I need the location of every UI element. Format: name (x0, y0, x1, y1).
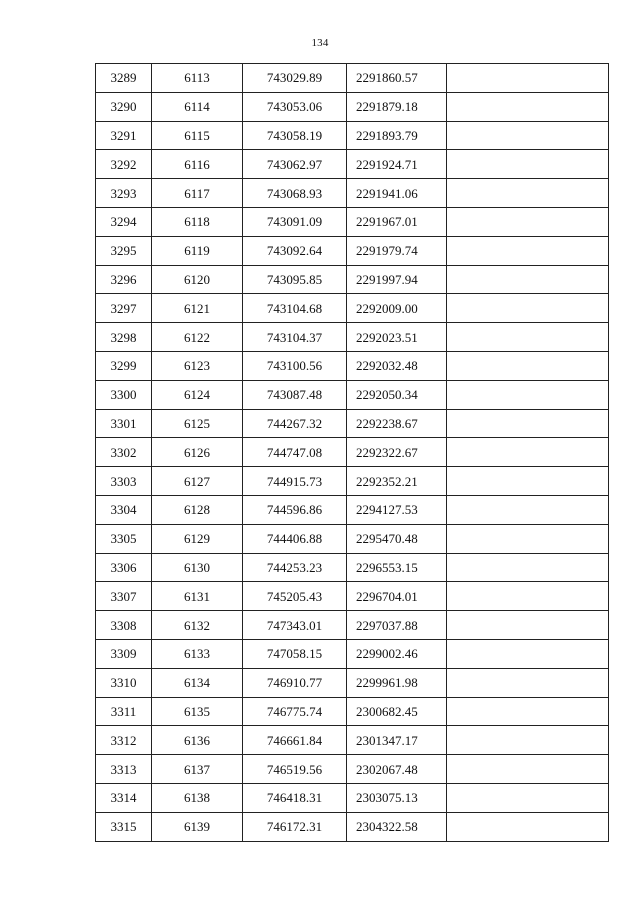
table-row (96, 697, 609, 726)
x-coordinate-cell: 747343.01 (243, 611, 347, 640)
y-coordinate-cell: 2299961.98 (347, 668, 447, 697)
x-coordinate-cell: 745205.43 (243, 582, 347, 611)
note-cell (447, 150, 609, 179)
table-row (96, 495, 609, 524)
y-coordinate-cell: 2291967.01 (347, 207, 447, 236)
x-coordinate-cell: 743100.56 (243, 351, 347, 380)
y-coordinate-cell: 2292023.51 (347, 323, 447, 352)
table-row (96, 150, 609, 179)
y-coordinate-cell: 2301347.17 (347, 726, 447, 755)
row-index-cell: 3310 (96, 668, 152, 697)
x-coordinate-cell: 744253.23 (243, 553, 347, 582)
x-coordinate-cell: 744747.08 (243, 438, 347, 467)
point-number-cell: 6123 (152, 351, 243, 380)
note-cell (447, 92, 609, 121)
point-number-cell: 6114 (152, 92, 243, 121)
table-row (96, 294, 609, 323)
point-number-cell: 6119 (152, 236, 243, 265)
point-number-cell: 6128 (152, 495, 243, 524)
note-cell (447, 207, 609, 236)
table-row (96, 524, 609, 553)
point-number-cell: 6134 (152, 668, 243, 697)
point-number-cell: 6124 (152, 380, 243, 409)
table-row (96, 553, 609, 582)
y-coordinate-cell: 2292352.21 (347, 467, 447, 496)
note-cell (447, 179, 609, 208)
row-index-cell: 3314 (96, 783, 152, 812)
page-number: 134 (311, 37, 329, 49)
point-number-cell: 6115 (152, 121, 243, 150)
note-cell (447, 668, 609, 697)
table-row (96, 582, 609, 611)
x-coordinate-cell: 747058.15 (243, 639, 347, 668)
note-cell (447, 726, 609, 755)
row-index-cell: 3311 (96, 697, 152, 726)
note-cell (447, 697, 609, 726)
y-coordinate-cell: 2294127.53 (347, 495, 447, 524)
y-coordinate-cell: 2292322.67 (347, 438, 447, 467)
x-coordinate-cell: 743104.37 (243, 323, 347, 352)
row-index-cell: 3301 (96, 409, 152, 438)
point-number-cell: 6138 (152, 783, 243, 812)
row-index-cell: 3292 (96, 150, 152, 179)
table-row (96, 351, 609, 380)
note-cell (447, 783, 609, 812)
row-index-cell: 3315 (96, 812, 152, 841)
note-cell (447, 265, 609, 294)
table-row (96, 179, 609, 208)
table-row (96, 323, 609, 352)
x-coordinate-cell: 746775.74 (243, 697, 347, 726)
note-cell (447, 294, 609, 323)
row-index-cell: 3313 (96, 755, 152, 784)
row-index-cell: 3298 (96, 323, 152, 352)
x-coordinate-cell: 743095.85 (243, 265, 347, 294)
y-coordinate-cell: 2292238.67 (347, 409, 447, 438)
x-coordinate-cell: 743053.06 (243, 92, 347, 121)
row-index-cell: 3295 (96, 236, 152, 265)
y-coordinate-cell: 2295470.48 (347, 524, 447, 553)
point-number-cell: 6125 (152, 409, 243, 438)
y-coordinate-cell: 2291979.74 (347, 236, 447, 265)
y-coordinate-cell: 2291924.71 (347, 150, 447, 179)
x-coordinate-cell: 744267.32 (243, 409, 347, 438)
point-number-cell: 6132 (152, 611, 243, 640)
point-number-cell: 6113 (152, 64, 243, 93)
y-coordinate-cell: 2302067.48 (347, 755, 447, 784)
point-number-cell: 6127 (152, 467, 243, 496)
point-number-cell: 6133 (152, 639, 243, 668)
y-coordinate-cell: 2292009.00 (347, 294, 447, 323)
table-row (96, 668, 609, 697)
note-cell (447, 351, 609, 380)
point-number-cell: 6120 (152, 265, 243, 294)
x-coordinate-cell: 743104.68 (243, 294, 347, 323)
note-cell (447, 611, 609, 640)
table-row (96, 121, 609, 150)
point-number-cell: 6136 (152, 726, 243, 755)
note-cell (447, 236, 609, 265)
table-row (96, 783, 609, 812)
note-cell (447, 121, 609, 150)
table-row (96, 236, 609, 265)
table-row (96, 438, 609, 467)
x-coordinate-cell: 744596.86 (243, 495, 347, 524)
row-index-cell: 3293 (96, 179, 152, 208)
x-coordinate-cell: 743062.97 (243, 150, 347, 179)
row-index-cell: 3302 (96, 438, 152, 467)
note-cell (447, 553, 609, 582)
y-coordinate-cell: 2292032.48 (347, 351, 447, 380)
row-index-cell: 3290 (96, 92, 152, 121)
x-coordinate-cell: 746661.84 (243, 726, 347, 755)
note-cell (447, 755, 609, 784)
y-coordinate-cell: 2291879.18 (347, 92, 447, 121)
x-coordinate-cell: 746418.31 (243, 783, 347, 812)
x-coordinate-cell: 746910.77 (243, 668, 347, 697)
table-row (96, 409, 609, 438)
x-coordinate-cell: 744915.73 (243, 467, 347, 496)
row-index-cell: 3312 (96, 726, 152, 755)
row-index-cell: 3289 (96, 64, 152, 93)
coordinate-table (95, 63, 609, 842)
y-coordinate-cell: 2291860.57 (347, 64, 447, 93)
note-cell (447, 639, 609, 668)
table-row (96, 611, 609, 640)
note-cell (447, 812, 609, 841)
row-index-cell: 3291 (96, 121, 152, 150)
table-row (96, 92, 609, 121)
point-number-cell: 6126 (152, 438, 243, 467)
point-number-cell: 6129 (152, 524, 243, 553)
row-index-cell: 3300 (96, 380, 152, 409)
row-index-cell: 3294 (96, 207, 152, 236)
x-coordinate-cell: 743092.64 (243, 236, 347, 265)
y-coordinate-cell: 2299002.46 (347, 639, 447, 668)
note-cell (447, 582, 609, 611)
point-number-cell: 6135 (152, 697, 243, 726)
table-row (96, 64, 609, 93)
note-cell (447, 524, 609, 553)
row-index-cell: 3296 (96, 265, 152, 294)
point-number-cell: 6117 (152, 179, 243, 208)
note-cell (447, 467, 609, 496)
x-coordinate-cell: 743091.09 (243, 207, 347, 236)
note-cell (447, 323, 609, 352)
note-cell (447, 409, 609, 438)
row-index-cell: 3297 (96, 294, 152, 323)
x-coordinate-cell: 743068.93 (243, 179, 347, 208)
row-index-cell: 3306 (96, 553, 152, 582)
table-row (96, 467, 609, 496)
point-number-cell: 6118 (152, 207, 243, 236)
y-coordinate-cell: 2303075.13 (347, 783, 447, 812)
x-coordinate-cell: 743058.19 (243, 121, 347, 150)
y-coordinate-cell: 2291941.06 (347, 179, 447, 208)
x-coordinate-cell: 743029.89 (243, 64, 347, 93)
y-coordinate-cell: 2296704.01 (347, 582, 447, 611)
y-coordinate-cell: 2296553.15 (347, 553, 447, 582)
table-row (96, 639, 609, 668)
y-coordinate-cell: 2292050.34 (347, 380, 447, 409)
table-row (96, 207, 609, 236)
point-number-cell: 6139 (152, 812, 243, 841)
point-number-cell: 6131 (152, 582, 243, 611)
y-coordinate-cell: 2300682.45 (347, 697, 447, 726)
table-row (96, 380, 609, 409)
point-number-cell: 6122 (152, 323, 243, 352)
coordinate-table-body (96, 64, 609, 842)
note-cell (447, 438, 609, 467)
row-index-cell: 3308 (96, 611, 152, 640)
note-cell (447, 64, 609, 93)
row-index-cell: 3304 (96, 495, 152, 524)
y-coordinate-cell: 2297037.88 (347, 611, 447, 640)
point-number-cell: 6116 (152, 150, 243, 179)
row-index-cell: 3303 (96, 467, 152, 496)
y-coordinate-cell: 2291893.79 (347, 121, 447, 150)
y-coordinate-cell: 2291997.94 (347, 265, 447, 294)
x-coordinate-cell: 746172.31 (243, 812, 347, 841)
point-number-cell: 6130 (152, 553, 243, 582)
y-coordinate-cell: 2304322.58 (347, 812, 447, 841)
point-number-cell: 6137 (152, 755, 243, 784)
note-cell (447, 380, 609, 409)
x-coordinate-cell: 743087.48 (243, 380, 347, 409)
note-cell (447, 495, 609, 524)
row-index-cell: 3307 (96, 582, 152, 611)
table-row (96, 726, 609, 755)
row-index-cell: 3305 (96, 524, 152, 553)
table-row (96, 755, 609, 784)
row-index-cell: 3309 (96, 639, 152, 668)
x-coordinate-cell: 746519.56 (243, 755, 347, 784)
point-number-cell: 6121 (152, 294, 243, 323)
table-row (96, 812, 609, 841)
row-index-cell: 3299 (96, 351, 152, 380)
x-coordinate-cell: 744406.88 (243, 524, 347, 553)
table-row (96, 265, 609, 294)
